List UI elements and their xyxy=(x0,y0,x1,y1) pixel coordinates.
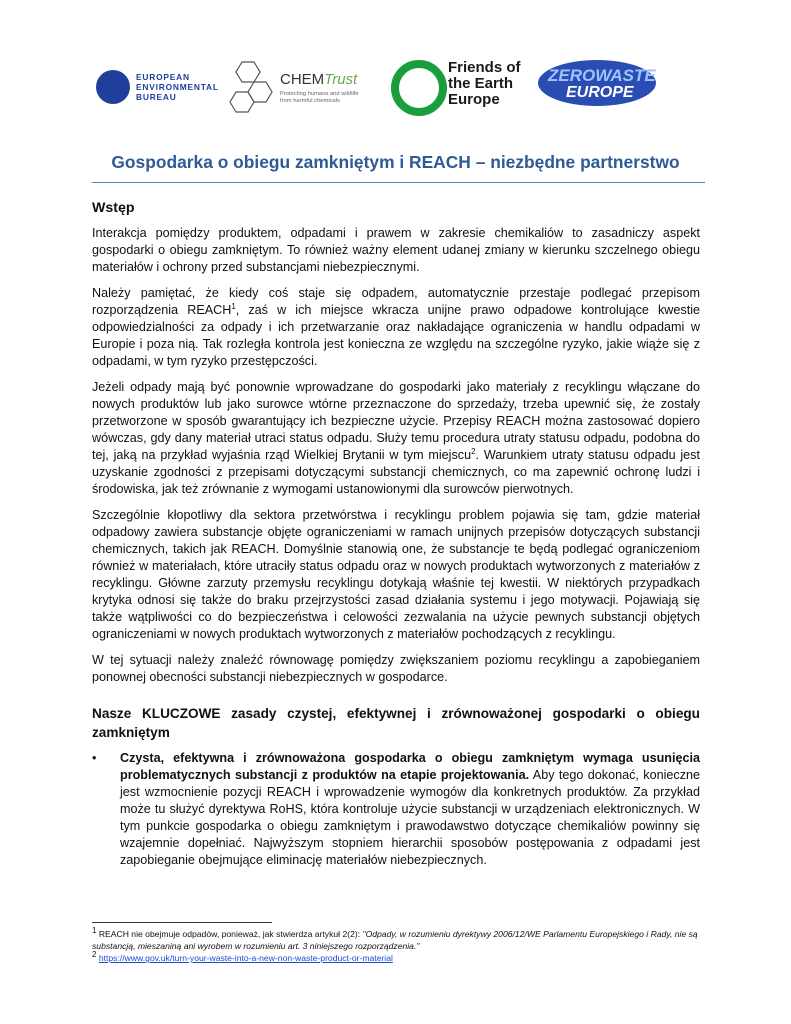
eeb-line: ENVIRONMENTAL xyxy=(136,82,219,92)
eeb-logo xyxy=(96,58,224,116)
zero-waste-europe-logo xyxy=(538,58,660,116)
paragraph: W tej sytuacji należy znaleźć równowagę pomiędzy zwiększaniem poziomu recyklingu a zapobieganiem ponownej obecności substancji niebezpiecznych w gospodarce. xyxy=(92,653,700,684)
zwe-europe-text: EUROPE xyxy=(566,84,634,101)
hexagon-molecule-icon xyxy=(228,58,278,116)
chemtrust-tagline: Protecting humans and wildlife from harmful chemicals xyxy=(280,91,359,104)
paragraph: Należy pamiętać, że kiedy coś staje się odpadem, automatycznie przestaje podlegać przepisom rozporządzenia REACH$^1$, zaś w ich miejsce wkracza unijne prawo odpadowe kontrolujące kwestie odpowiedzialności za odpady i ich przetwarzanie oraz nakładające ograniczenia w handlu odpadami w Europie i poza nią. Tak rozległa kontrola jest konieczna ze względu na szczególne ryzyko, jakie wiąże się z odpadami, w tym ryzyko przestępczości. xyxy=(92,286,700,368)
foe-line: the Earth xyxy=(448,75,514,92)
zwe-zero-text: ZEROWASTE xyxy=(548,66,656,85)
partner-logos xyxy=(96,58,706,116)
page-title: Gospodarka o obiegu zamkniętym i REACH – niezbędne partnerstwo xyxy=(111,152,680,172)
chemtrust-logo xyxy=(228,58,359,116)
eeb-line: BUREAU xyxy=(136,92,177,102)
paragraph: Jeżeli odpady mają być ponownie wprowadzane do gospodarki jako materiały z recyklingu włączane do nowych produktów lub jako surowce wtórne przeznaczone do sprzedaży, trzeba upewnić się, że zostały przetworzone w sposób gwarantujący ich bezpieczne użycie. Przepisy REACH można zastosować dopiero wówczas, gdy dany materiał utraci status odpadu. Służy temu procedura utraty statusu odpadu, podobna do tej, jaką na przykład wyjaśnia rząd Wielkiej Brytanii w tym miejscu$^2$. Warunkiem utraty statusu odpadu jest uzyskanie zgodności z przepisami dotyczącymi substancji chemicznych, co ma zapewnić ochronę ludzi i środowiska, jak też zrównanie z wymogami ustanowionymi dla surowców pierwotnych. xyxy=(92,380,700,496)
section-heading-intro: Wstęp xyxy=(92,200,135,216)
footnote-divider xyxy=(92,922,272,923)
title-divider xyxy=(92,182,705,183)
paragraph: Szczególnie kłopotliwy dla sektora przetwórstwa i recyklingu problem pojawia się tam, gdzie materiał odpadowy zawiera substancje objęte ograniczeniami w ramach unijnych przepisów dotyczących substancji chemicznych, takich jak REACH. Domyślnie stanowią one, że substancje te będą podlegać ograniczeniom również w materiałach, które utraciły status odpadu oraz w nowych produktach wytworzonych z materiałów z recyklingu. Główne zarzuty przemysłu recyklingu dotykają właśnie tej kwestii. W niektórych przypadkach krytyka odnosi się także do braku przejrzystości zasad działania systemu i jego motywacji. Pojawiają się także wątpliwości co do bezpieczeństwa i celowości zezwalania na użycie pewnych substancji objętych ograniczeniami w nowych produktach wytworzonych z materiałów pochodzących z recyklingu. xyxy=(92,508,700,641)
foe-logo xyxy=(391,58,531,116)
bullet-icon: • xyxy=(92,751,97,765)
footnote-2: $^2$ https://www.gov.uk/turn-your-waste-into-a-new-non-waste-product-or-material xyxy=(92,950,393,963)
foe-line: Europe xyxy=(448,91,500,108)
document-body xyxy=(92,200,700,869)
paragraph: Interakcja pomiędzy produktem, odpadami i prawem w zakresie chemikaliów to zasadniczy aspekt gospodarki o obiegu zamkniętym. To również ważny element udanej zmiany w kierunku szczelnego obiegu materiałów i ochrony przed substancjami niebezpiecznymi. xyxy=(92,226,700,274)
chemtrust-name-a: CHEM xyxy=(280,71,325,88)
list-item: • Czysta, efektywna i zrównoważona gospodarka o obiegu zamkniętym wymaga usunięcia problematycznych substancji z produktów na etapie projektowania. Aby tego dokonać, konieczne jest wzmocnienie pozycji REACH i wprowadzenie wymogów dla konkretnych produktów. Za przykład może tu służyć dyrektywa RoHS, która kontroluje użycie substancji w urządzeniach elektronicznych. W tym punkcie gospodarka o obiegu zamkniętym i prawodawstwo dotyczące chemikaliów powinny się wzajemnie dopełniać. Najwyższym stopniem hierarchii sposobów postępowania z odpadami jest zapobieganie obejmujące eliminację materiałów niebezpiecznych. xyxy=(92,751,700,867)
foe-line: Friends of xyxy=(448,59,521,76)
foe-ring-icon xyxy=(391,60,447,116)
bullet-bold-text: Czysta, efektywna i zrównoważona gospodarka o obiegu zamkniętym wymaga usunięcia problematycznych substancji z produktów na etapie projektowania. xyxy=(120,751,700,782)
eeb-emblem-icon xyxy=(96,70,130,104)
footnote-1: $^1$ REACH nie obejmuje odpadów, ponieważ, jak stwierdza artykuł 2(2): "Odpady, w rozumieniu dyrektywy 2006/12/WE Parlamentu Europejskiego i Rady, nie są substancją, mieszaniną ani wyrobem w rozumieniu art. 3 niniejszego rozporządzenia." xyxy=(92,926,698,951)
eeb-line: EUROPEAN xyxy=(136,72,190,82)
footnote-link[interactable]: https://www.gov.uk/turn-your-waste-into-a-new-non-waste-product-or-material xyxy=(98,953,393,963)
chemtrust-name-b: Trust xyxy=(324,71,358,88)
footnote-ref[interactable]: 1 xyxy=(231,301,236,311)
section-heading-principles: Nasze KLUCZOWE zasady czystej, efektywnej i zrównoważonej gospodarki o obiegu zamkniętym xyxy=(92,706,700,740)
footnote-ref[interactable]: 2 xyxy=(471,446,476,456)
footnotes xyxy=(92,928,700,964)
